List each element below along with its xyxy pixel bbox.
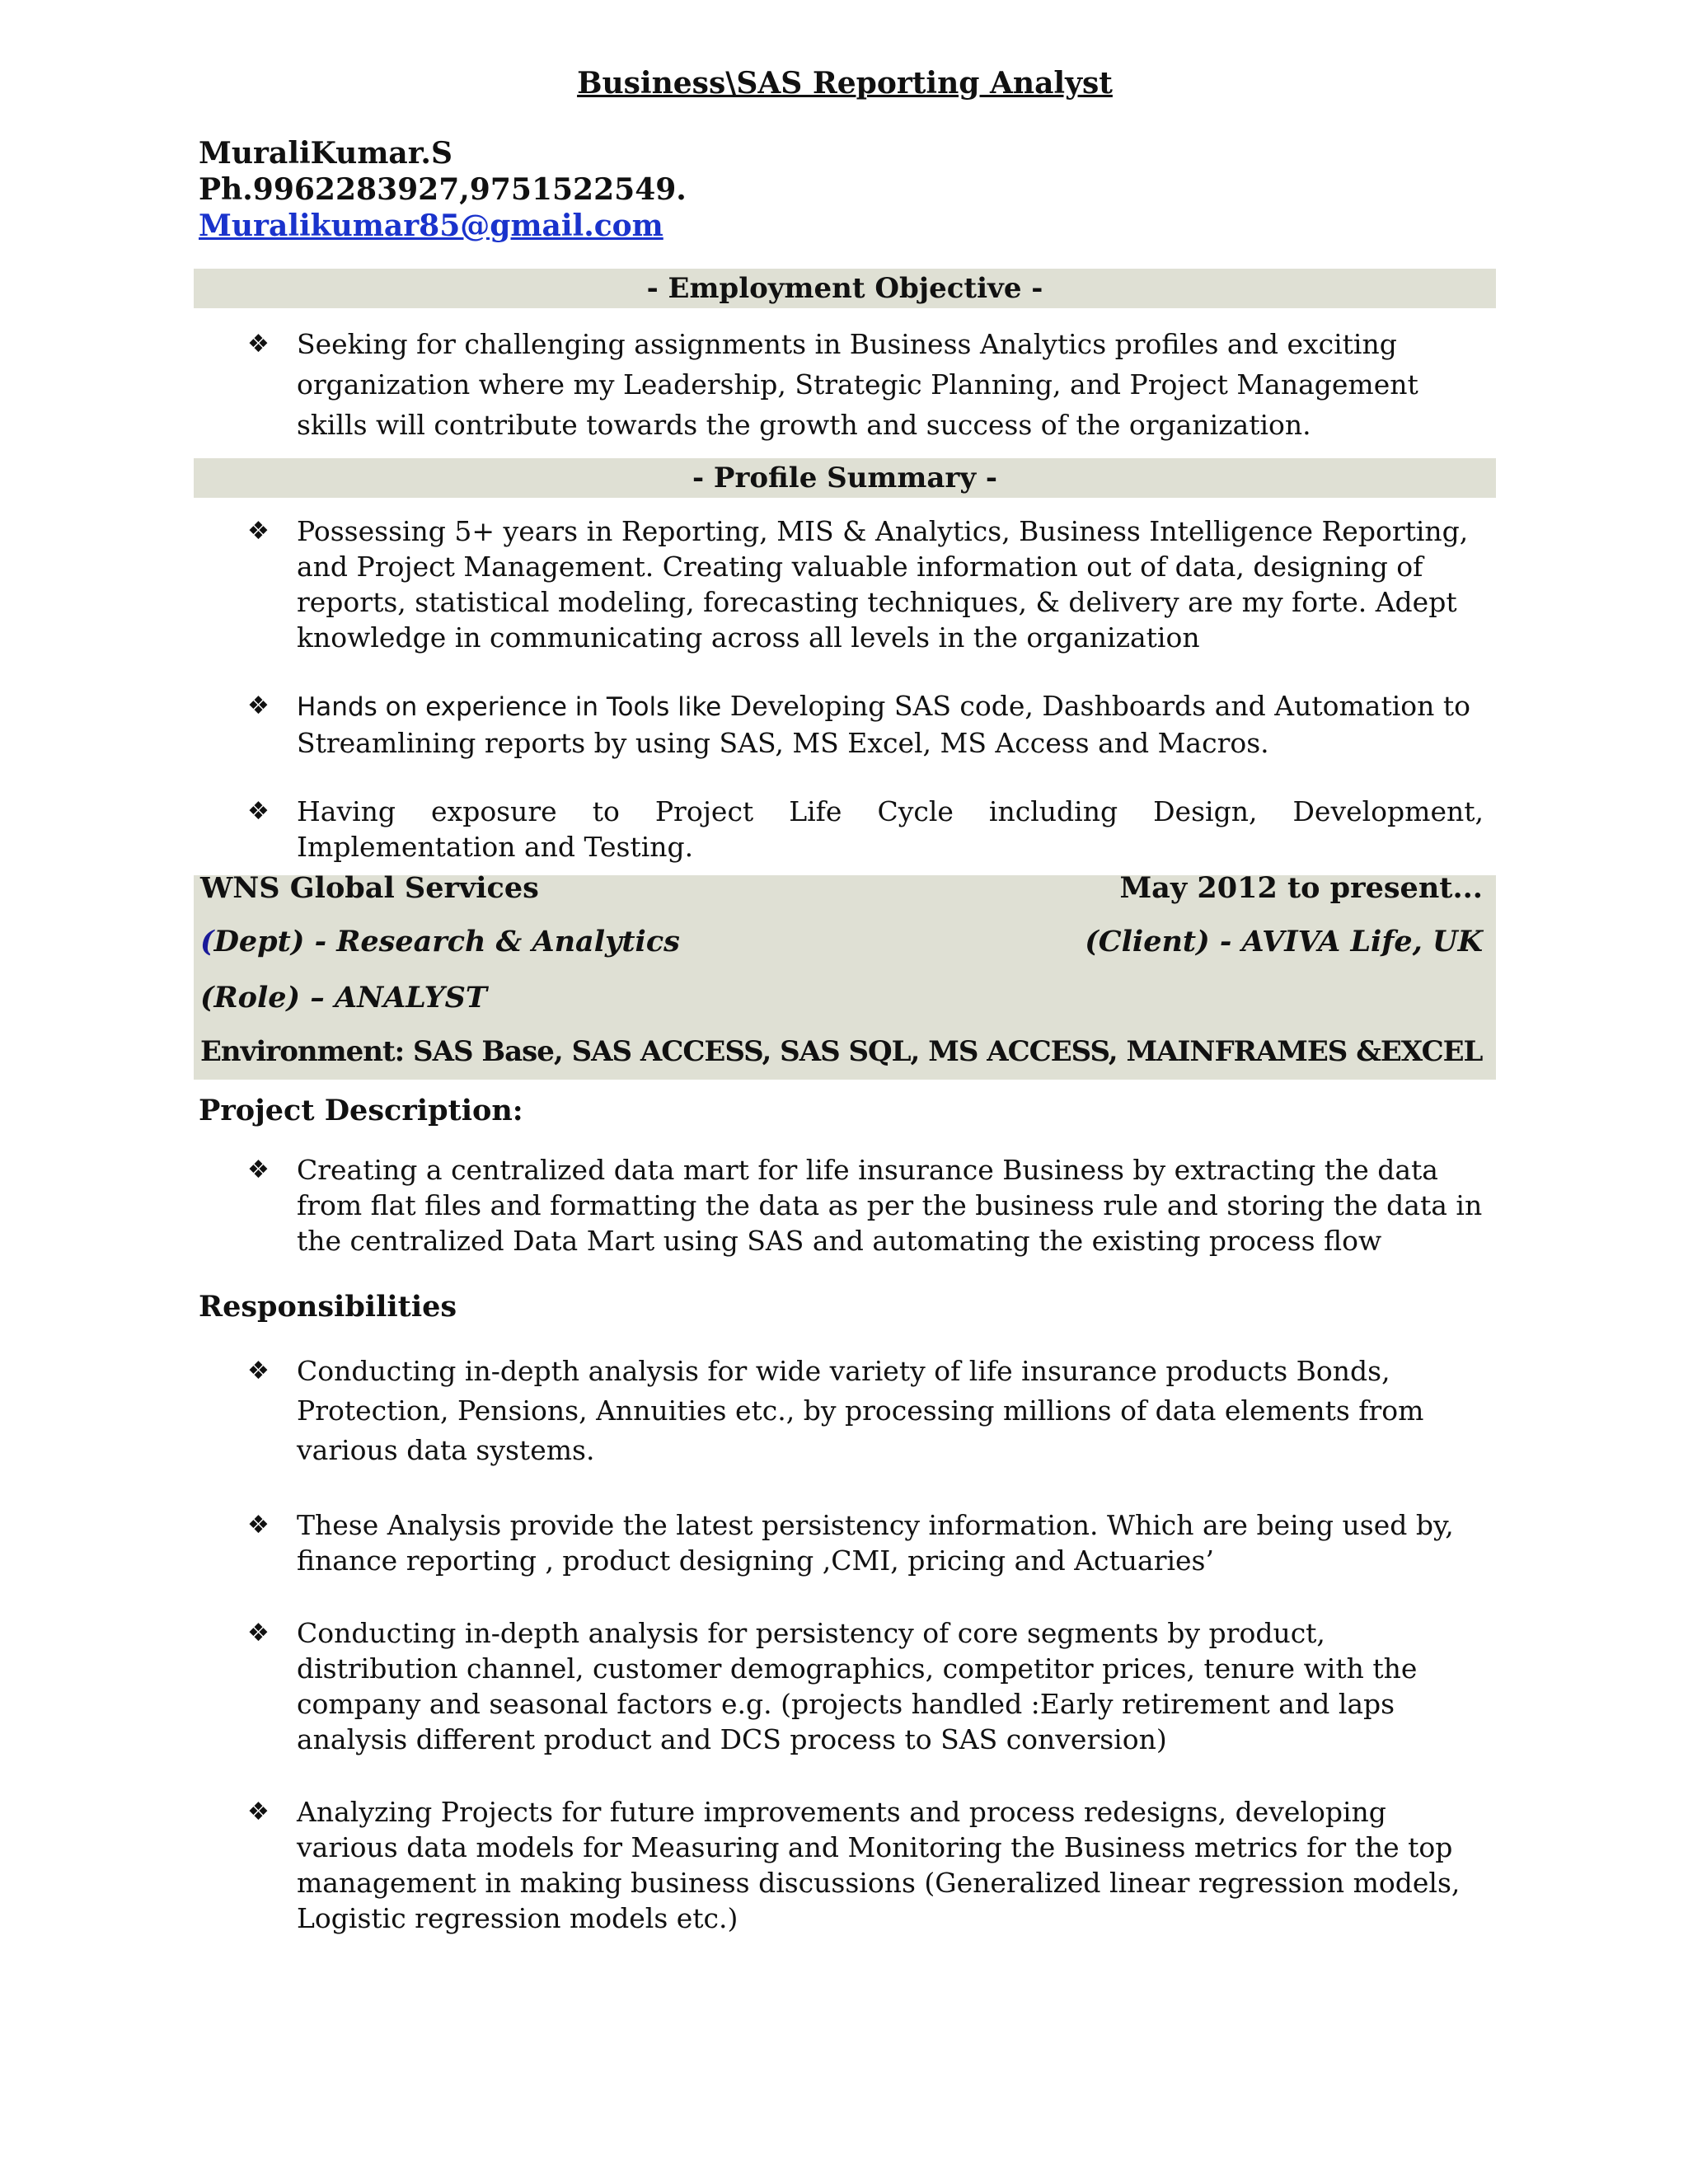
bullet-diamond-icon: ❖ xyxy=(247,1155,270,1184)
company-name: WNS Global Services xyxy=(200,871,539,905)
list-item: ❖ Possessing 5+ years in Reporting, MIS & Analytics, Business Intelligence Reporting, and Project Management. Creating valuable information out of data, designing of reports, statistical modeling, forecasting techniques, & delivery are my forte. Adept knowledge in communicating across all levels in the organization xyxy=(247,515,1469,654)
client: (Client) - AVIVA Life, UK xyxy=(1085,925,1483,958)
environment-row xyxy=(200,1033,1483,1070)
bullet-diamond-icon: ❖ xyxy=(247,1511,270,1540)
environment: Environment: SAS Base, SAS ACCESS, SAS SQL, MS ACCESS, MAINFRAMES &EXCEL xyxy=(200,1035,1483,1068)
responsibilities-list xyxy=(247,1352,1484,1936)
company-row xyxy=(200,870,1483,907)
candidate-name: MuraliKumar.S xyxy=(199,136,452,171)
list-item: ❖ These Analysis provide the latest persistency information. Which are being used by, finance reporting , product designing ,CMI, pricing and Actuaries’ xyxy=(247,1509,1454,1577)
bullet-diamond-icon: ❖ xyxy=(247,517,270,546)
bullet-diamond-icon: ❖ xyxy=(247,1797,270,1826)
list-item: ❖ Seeking for challenging assignments in Business Analytics profiles and exciting organization where my Leadership, Strategic Planning, and Project Management skills will contribute towards the growth and success of the organization. xyxy=(247,324,1484,445)
list-item: ❖ Hands on experience in Tools like Developing SAS code, Dashboards and Automation to Streamlining reports by using SAS, MS Excel, MS Access and Macros. xyxy=(247,690,1471,759)
list-item: ❖ Analyzing Projects for future improvements and process redesigns, developing various data models for Measuring and Monitoring the Business metrics for the top management in making business discussions (Generalized linear regression models, Logistic regression models etc.) xyxy=(247,1796,1461,1934)
project-description-heading: Project Description: xyxy=(199,1094,523,1127)
role: (Role) – ANALYST xyxy=(200,981,487,1015)
dept-row xyxy=(200,924,1483,960)
bullet-diamond-icon: ❖ xyxy=(247,1357,270,1385)
role-row xyxy=(200,980,1483,1016)
employment-objective-heading: - Employment Objective - xyxy=(194,269,1496,308)
phone-numbers: Ph.9962283927,9751522549. xyxy=(199,172,687,207)
employment-period: May 2012 to present... xyxy=(1119,871,1483,905)
department: (Dept) - Research & Analytics xyxy=(200,925,680,958)
list-item: ❖ Having exposure to Project Life Cycle including Design, Development, Implementation and Testing. xyxy=(247,795,1484,863)
bullet-diamond-icon: ❖ xyxy=(247,330,270,359)
bullet-diamond-icon: ❖ xyxy=(247,1619,270,1647)
responsibilities-heading: Responsibilities xyxy=(199,1290,457,1324)
bullet-diamond-icon: ❖ xyxy=(247,797,270,826)
project-description-list xyxy=(247,1152,1484,1258)
list-item: ❖ Conducting in-depth analysis for wide variety of life insurance products Bonds, Protection, Pensions, Annuities etc., by processing millions of data elements from various data systems. xyxy=(247,1352,1484,1470)
bullet-diamond-icon: ❖ xyxy=(247,691,270,720)
email-link[interactable]: Muralikumar85@gmail.com xyxy=(199,209,663,243)
document-title: Business\SAS Reporting Analyst xyxy=(577,66,1113,101)
list-item: ❖ Creating a centralized data mart for life insurance Business by extracting the data from flat files and formatting the data as per the business rule and storing the data in the centralized Data Mart using SAS and automating the existing process flow xyxy=(247,1154,1483,1257)
contact-block xyxy=(199,135,687,244)
list-item: ❖ Conducting in-depth analysis for persistency of core segments by product, distribution channel, customer demographics, competitor prices, tenure with the company and seasonal factors e.g. (projects handled :Early retirement and laps analysis different product and DCS process to SAS conversion) xyxy=(247,1617,1418,1755)
profile-summary-heading: - Profile Summary - xyxy=(194,458,1496,498)
employment-objective-list xyxy=(247,324,1484,445)
profile-summary-list xyxy=(247,513,1484,865)
